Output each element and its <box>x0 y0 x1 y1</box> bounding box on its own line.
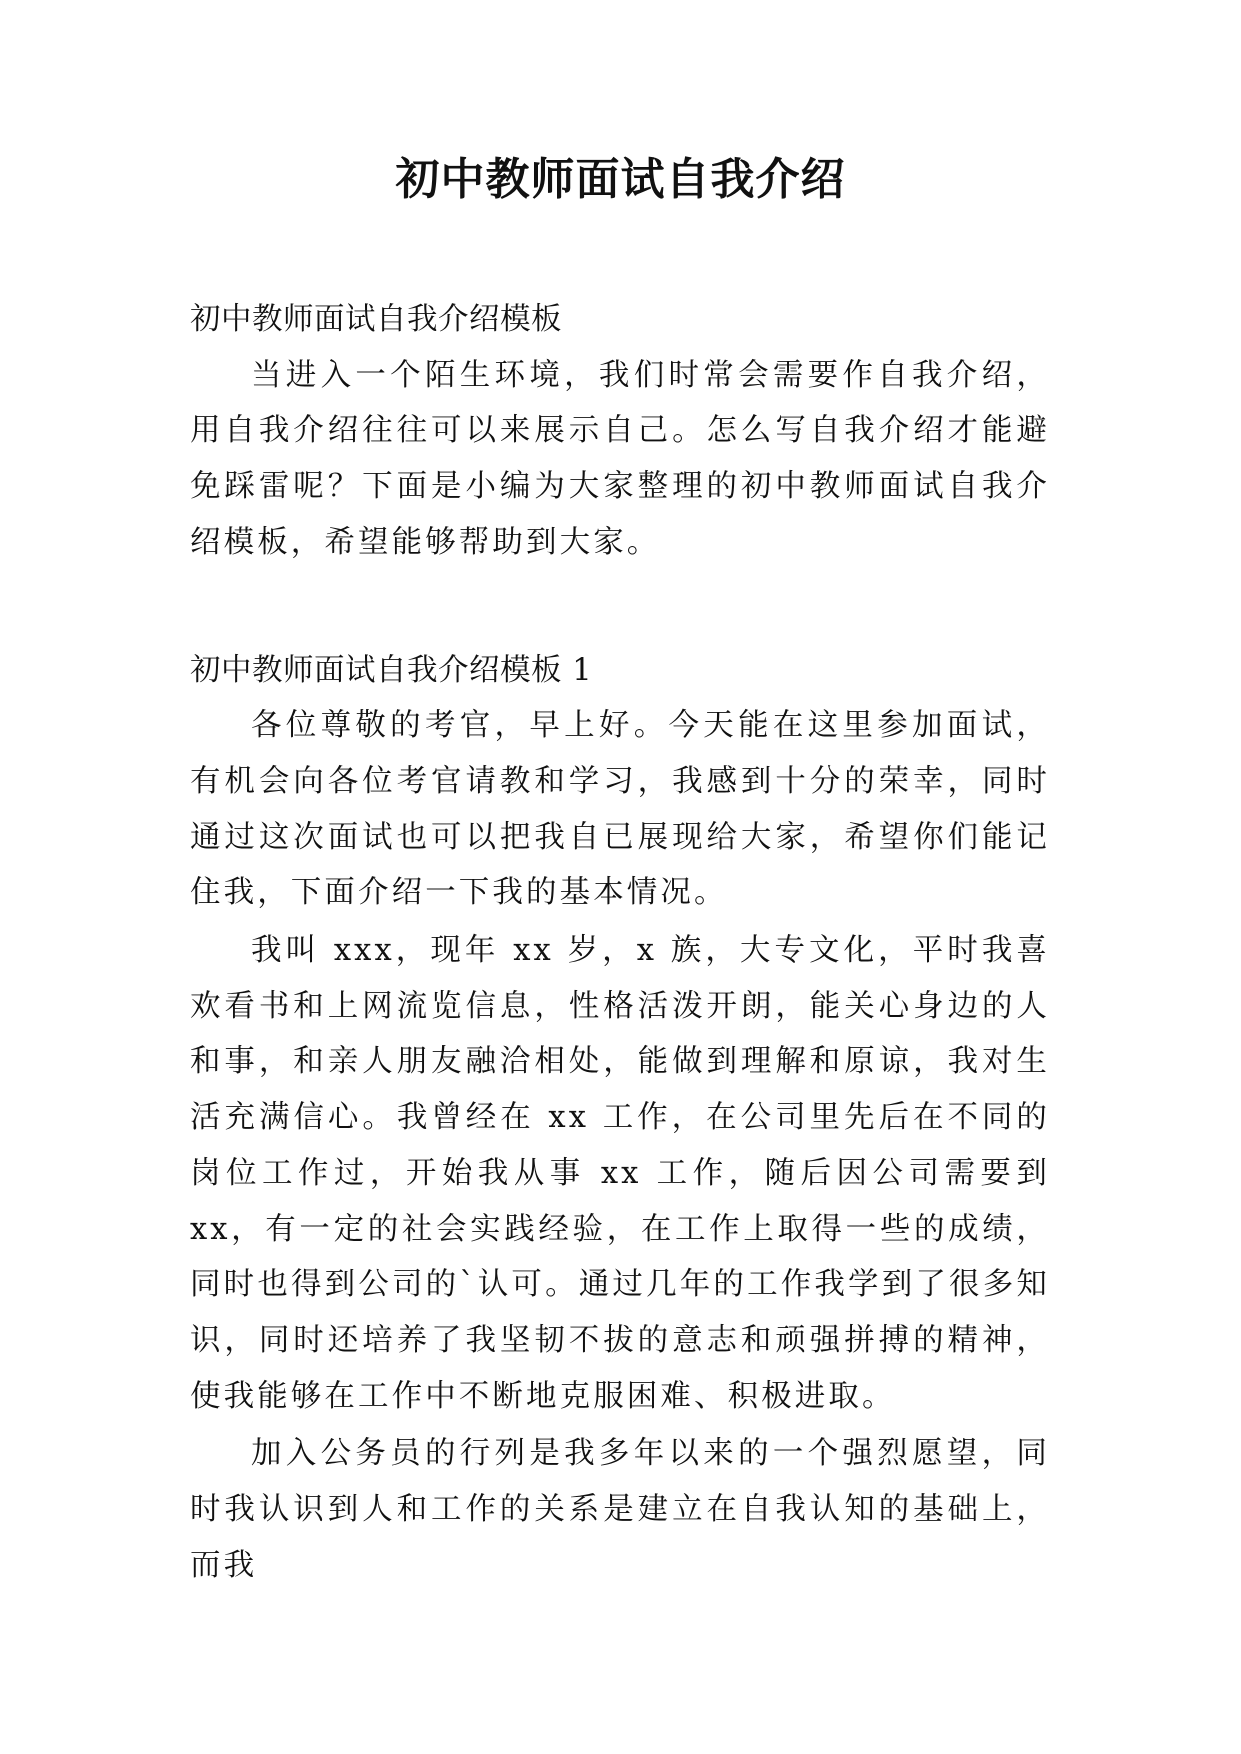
background-paragraph: 我叫 xxx，现年 xx 岁，x 族，大专文化，平时我喜欢看书和上网流览信息，性格活泼开朗，能关心身边的人和事，和亲人朋友融洽相处，能做到理解和原谅，我对生活充满信心。我曾经在 xx 工作，在公司里先后在不同的岗位工作过，开始我从事 xx 工作，随后因公司需要到 xx，有一定的社会实践经验，在工作上取得一些的成绩，同时也得到公司的`认可。通过几年的工作我学到了很多知识，同时还培养了我坚韧不拔的意志和顽强拼搏的精神，使我能够在工作中不断地克服困难、积极进取。 <box>190 933 1050 1414</box>
motivation-paragraph: 加入公务员的行列是我多年以来的一个强烈愿望，同时我认识到人和工作的关系是建立在自我认知的基础上，而我 <box>190 1436 1050 1583</box>
section-heading-template-1: 初中教师面试自我介绍模板 1 <box>190 652 593 688</box>
greeting-paragraph: 各位尊敬的考官，早上好。今天能在这里参加面试，有机会向各位考官请教和学习，我感到十分的荣幸，同时通过这次面试也可以把我自已展现给大家，希望你们能记住我，下面介绍一下我的基本情况。 <box>190 708 1050 911</box>
intro-paragraph: 当进入一个陌生环境，我们时常会需要作自我介绍，用自我介绍往往可以来展示自己。怎么写自我介绍才能避免踩雷呢？下面是小编为大家整理的初中教师面试自我介绍模板，希望能够帮助到大家。 <box>190 357 1050 560</box>
document-body <box>190 292 1050 1593</box>
section-spacer <box>190 571 1050 643</box>
section-heading-template: 初中教师面试自我介绍模板 <box>190 302 562 337</box>
document-title: 初中教师面试自我介绍 <box>395 154 846 205</box>
